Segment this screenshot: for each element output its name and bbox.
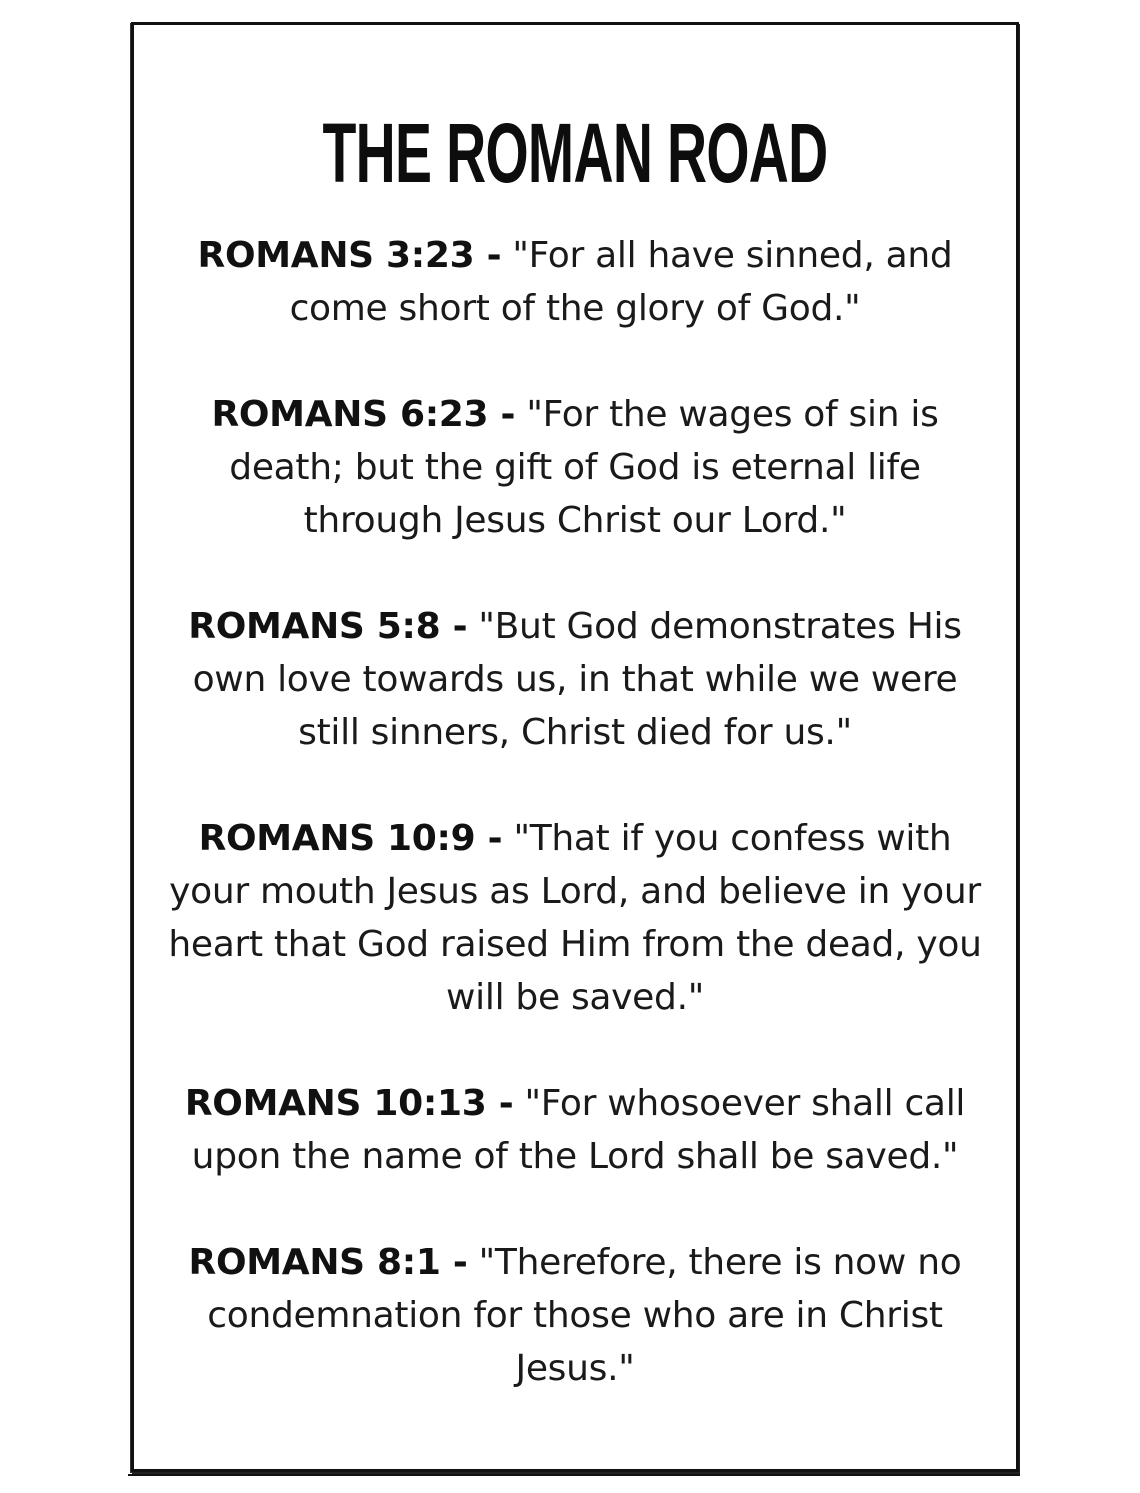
verse-text: "Therefore, there is now no condemnation for those who are in Christ Jesus.": [207, 1242, 962, 1389]
verse-text: "But God demonstrates His own love towards us, in that while we were still sinners, Christ died for us.": [192, 606, 962, 753]
verse-reference: ROMANS 8:1 -: [188, 1242, 468, 1283]
verse-romans-5-8: [134, 600, 1016, 759]
verse-text: "That if you confess with your mouth Jesus as Lord, and believe in your heart that God raised Him from the dead, you will be saved.": [168, 818, 982, 1018]
verse-text: "For all have sinned, and come short of the glory of God.": [289, 235, 953, 329]
verse-romans-10-13: [134, 1077, 1016, 1183]
verse-romans-3-23: [134, 229, 1016, 335]
verse-romans-6-23: [134, 388, 1016, 547]
verse-text: "For whosoever shall call upon the name of the Lord shall be saved.": [191, 1083, 966, 1177]
verse-reference: ROMANS 3:23 -: [197, 235, 502, 276]
card-frame: [131, 22, 1019, 1472]
verse-reference: ROMANS 10:13 -: [184, 1083, 514, 1124]
verse-list: [134, 229, 1016, 1448]
verse-text: "For the wages of sin is death; but the gift of God is eternal life through Jesus Christ our Lord.": [229, 394, 939, 541]
page-title: THE ROMAN ROAD: [322, 106, 828, 200]
verse-romans-8-1: [134, 1236, 1016, 1395]
verse-reference: ROMANS 6:23 -: [211, 394, 516, 435]
verse-romans-10-9: [134, 812, 1016, 1024]
verse-reference: ROMANS 5:8 -: [188, 606, 468, 647]
verse-reference: ROMANS 10:9 -: [198, 818, 503, 859]
